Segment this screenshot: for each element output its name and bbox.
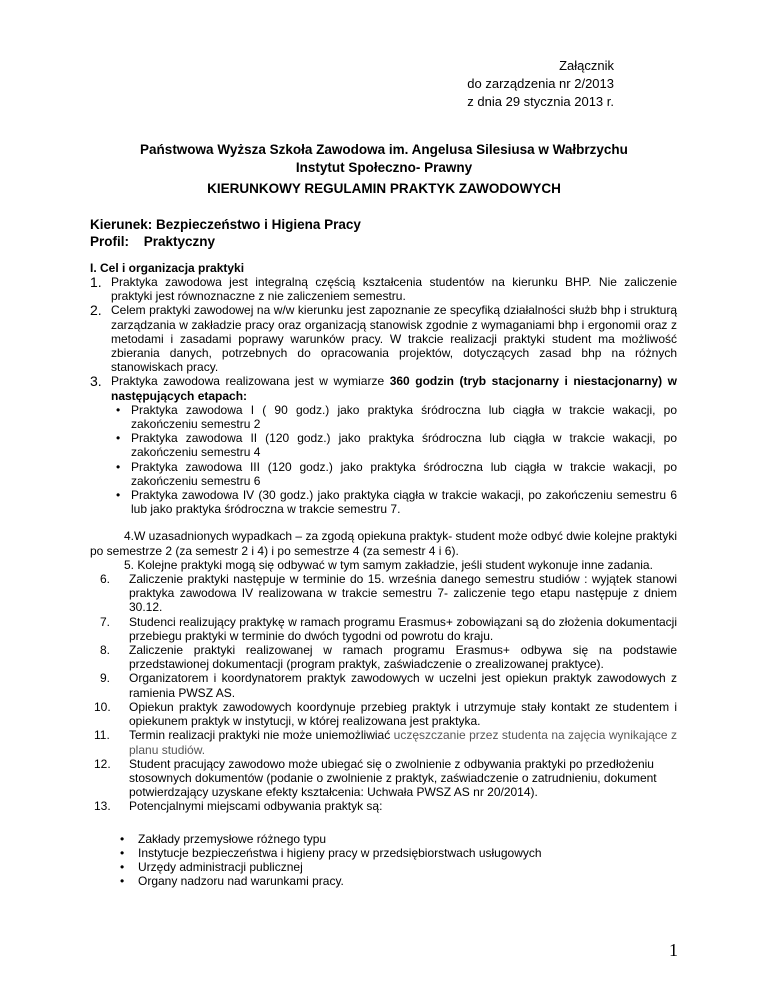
page-number: 1 bbox=[669, 940, 678, 960]
list-item bbox=[90, 700, 677, 728]
list-item bbox=[90, 572, 677, 615]
list-item bbox=[90, 275, 677, 303]
item-number: 2. bbox=[90, 302, 102, 319]
stages-list bbox=[111, 403, 677, 517]
profil-row bbox=[90, 233, 361, 250]
annex-note bbox=[467, 57, 614, 111]
stage-item bbox=[111, 460, 677, 488]
paragraph-5: 5. Kolejne praktyki mogą się odbywać w tym samym zakładzie, jeśli student wykonuje inne zadania. bbox=[124, 557, 653, 572]
place-text: Organy nadzoru nad warunkami pracy. bbox=[138, 874, 344, 889]
bullet-icon: • bbox=[116, 459, 121, 474]
bullet-icon: • bbox=[116, 402, 121, 417]
bullet-icon: • bbox=[120, 845, 125, 860]
item-text: Celem praktyki zawodowej na w/w kierunku jest zapoznanie ze specyfiką działalności służb bhp i strukturą zarządzania w zakładzie pracy oraz organizacją stanowisk zgodnie z wymaganiami bhp i ergonomii oraz z metodami i zasadami poprawy warunków pracy. W trakcie realizacji praktyki student ma możliwość zbierania danych, potrzebnych do opracowania projektów, dotyczących zasad bhp na różnych stanowiskach pracy. bbox=[111, 303, 677, 375]
item-number: 12. bbox=[94, 756, 111, 771]
item-text: Praktyka zawodowa realizowana jest w wymiarze bbox=[111, 374, 390, 389]
stage-text: Praktyka zawodowa III (120 godz.) jako praktyka śródroczna lub ciągła w trakcie wakacji, po zakończeniu semestru 6 bbox=[131, 459, 677, 488]
item-number: 3. bbox=[90, 373, 102, 390]
kierunek-label: Kierunek: bbox=[90, 217, 153, 232]
bullet-icon: • bbox=[116, 488, 121, 503]
institution-header bbox=[0, 141, 768, 177]
place-text: Urzędy administracji publicznej bbox=[138, 859, 303, 874]
place-item bbox=[90, 832, 677, 846]
item-number: 11. bbox=[94, 728, 110, 743]
kierunek-row bbox=[90, 216, 361, 233]
item-text: Praktyka zawodowa jest integralną częścią kształcenia studentów na kierunku BHP. Nie zaliczenie praktyki jest równoznaczne z nie zaliczeniem semestru. bbox=[111, 275, 677, 304]
item-number: 1. bbox=[90, 274, 102, 290]
stage-item bbox=[111, 488, 677, 516]
annex-line-2: do zarządzenia nr 2/2013 bbox=[467, 76, 614, 91]
profil-label: Profil: bbox=[90, 234, 129, 249]
item-text-bold: 360 godzin (tryb stacjonarny i niestacjonarny) w następujących etapach: bbox=[111, 374, 677, 403]
item-number: 7. bbox=[100, 614, 111, 629]
stage-text: Praktyka zawodowa IV (30 godz.) jako praktyka ciągła w trakcie wakacji, po zakończeniu semestru 6 lub jako praktyka śródroczna w trakcie semestru 7. bbox=[131, 488, 677, 517]
stage-item bbox=[111, 431, 677, 459]
place-text: Instytucje bezpieczeństwa i higieny pracy w przedsiębiorstwach usługowych bbox=[138, 845, 542, 860]
item-number: 9. bbox=[100, 671, 111, 686]
place-item bbox=[90, 874, 677, 888]
bullet-icon: • bbox=[120, 831, 125, 846]
list-item bbox=[90, 728, 677, 756]
list-item bbox=[90, 303, 677, 374]
stage-text: Praktyka zawodowa I ( 90 godz.) jako praktyka śródroczna lub ciągła w trakcie wakacji, po zakończeniu semestru 2 bbox=[131, 402, 677, 432]
item-text: Zaliczenie praktyki realizowanej w ramach programu Erasmus+ odbywa się na podstawie przedstawionej dokumentacji (program praktyk, zaświadczenie o zrealizowanej praktyce). bbox=[129, 643, 677, 672]
annex-line-3: z dnia 29 stycznia 2013 r. bbox=[467, 94, 614, 109]
item-number: 8. bbox=[100, 643, 111, 658]
item-number: 6. bbox=[100, 572, 111, 587]
list-item bbox=[90, 757, 677, 800]
places-list bbox=[90, 832, 677, 889]
document-title: KIERUNKOWY REGULAMIN PRAKTYK ZAWODOWYCH bbox=[207, 181, 561, 196]
bullet-icon: • bbox=[116, 431, 121, 446]
item-text: Potencjalnymi miejscami odbywania praktyk są: bbox=[129, 799, 383, 814]
item-number: 13. bbox=[94, 799, 111, 814]
document-body bbox=[90, 275, 677, 900]
list-item bbox=[90, 799, 677, 813]
stage-item bbox=[111, 403, 677, 431]
item-text: Organizatorem i koordynatorem praktyk zawodowych w uczelni jest opiekun praktyk zawodowych z ramienia PWSZ AS. bbox=[129, 671, 677, 700]
item-text: Student pracujący zawodowo może ubiegać się o zwolnienie z odbywania praktyki po przedłożeniu stosownych dokumentów (podanie o zwolnienie z praktyk, zaświadczenie o zatrudnieniu, dokument potwierdzający uzyskane efekty kształcenia: Uchwała PWSZ AS nr 20/2014). bbox=[129, 756, 657, 800]
paragraph-4: 4.W uzasadnionych wypadkach – za zgodą opiekuna praktyk- student może odbyć dwie kolejne praktyki po semestrze 2 (za semestr 2 i 4) i po semestrze 4 (za semestr 4 i 6). bbox=[90, 529, 677, 558]
list-item bbox=[90, 615, 677, 643]
section-heading: I. Cel i organizacja praktyki bbox=[90, 261, 245, 275]
bullet-icon: • bbox=[120, 859, 125, 874]
numbered-list-continued bbox=[90, 572, 677, 813]
list-item bbox=[90, 374, 677, 516]
kierunek-value: Bezpieczeństwo i Higiena Pracy bbox=[156, 217, 361, 232]
item-text: Zaliczenie praktyki następuje w terminie do 15. września danego semestru studiów : wyjątek stanowi praktyka zawodowa IV realizowana w trakcie semestru 7- zaliczenie tego etapu następuje z dniem 30.12. bbox=[129, 572, 677, 615]
item-text-gray: uczęszczanie przez studenta na zajęcia wynikające z planu studiów. bbox=[129, 728, 677, 757]
annex-line-1: Załącznik bbox=[559, 58, 614, 73]
stage-text: Praktyka zawodowa II (120 godz.) jako praktyka śródroczna lub ciągła w trakcie wakacji, po zakończeniu semestru 4 bbox=[131, 431, 677, 460]
institution-name: Państwowa Wyższa Szkoła Zawodowa im. Angelusa Silesiusa w Wałbrzychu bbox=[140, 142, 628, 157]
item-number: 10. bbox=[94, 699, 111, 714]
list-item bbox=[90, 643, 677, 671]
bullet-icon: • bbox=[120, 874, 125, 889]
profil-value: Praktyczny bbox=[143, 234, 216, 249]
item-text: Termin realizacji praktyki nie może uniemożliwiać bbox=[129, 728, 394, 743]
item-text: Opiekun praktyk zawodowych koordynuje przebieg praktyk i utrzymuje stały kontakt ze studentem i opiekunem praktyk w instytucji, w której realizowana jest praktyka. bbox=[129, 699, 677, 729]
item-text: Studenci realizujący praktykę w ramach programu Erasmus+ zobowiązani są do złożenia dokumentacji przebiegu praktyki w terminie do dwóch tygodni od powrotu do kraju. bbox=[129, 614, 677, 643]
numbered-list bbox=[90, 275, 677, 516]
place-text: Zakłady przemysłowe różnego typu bbox=[138, 831, 327, 846]
program-meta bbox=[90, 216, 361, 250]
place-item bbox=[90, 860, 677, 874]
place-item bbox=[90, 846, 677, 860]
list-item bbox=[90, 671, 677, 699]
institute-name: Instytut Społeczno- Prawny bbox=[295, 160, 473, 175]
